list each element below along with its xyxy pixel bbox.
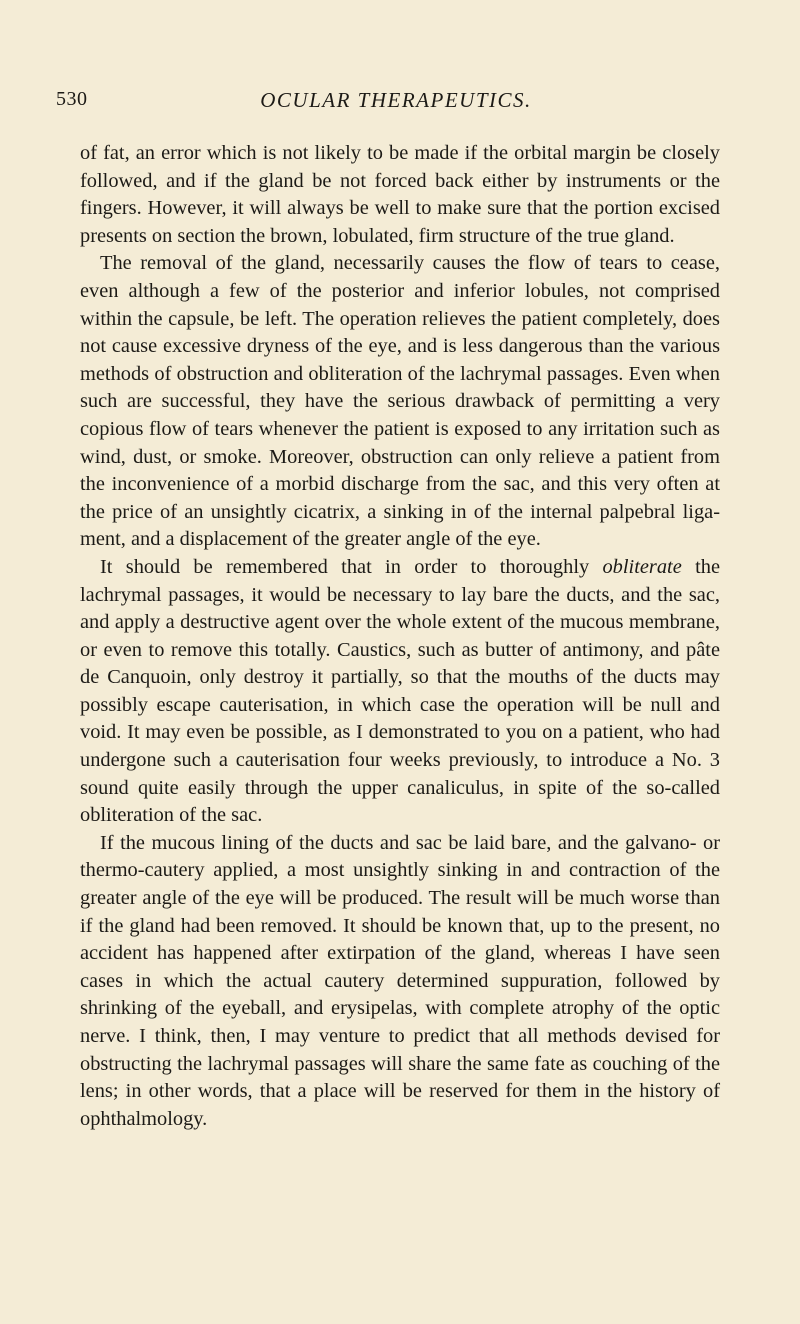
paragraph-2: The removal of the gland, necessarily causes the flow of tears to cease, even although a few of the posterior and inferior lobules, not comprised within the capsule, be left. The operation relieves the patient completely, does not cause excessive dryness of the eye, and is less dangerous than the various methods of obstruction and obliteration of the lachrymal passages. Even when such are successful, they have the serious drawback of permitting a very copious flow of tears whenever the patient is exposed to any irritation such as wind, dust, or smoke. Moreover, obstruction can only relieve a patient from the inconvenience of a morbid discharge from the sac, and this very often at the price of an unsightly cicatrix, a sinking in of the internal palpebral ligament, and a displacement of the greater angle of the eye. [80,252,720,551]
page-number: 530 [56,88,88,110]
paragraph-3 [80,554,720,830]
page-header [56,88,736,118]
paragraph-3-text-before: It should be remembered that in order to thoroughly [100,555,603,578]
paragraph-4: If the mucous lining of the ducts and sac be laid bare, and the galvano- or thermo-cautery applied, a most unsightly sinking in and contraction of the greater angle of the eye will be produced. The result will be much worse than if the gland had been removed. It should be known that, up to the present, no accident has happened after extirpation of the gland, whereas I have seen cases in which the actual cautery determined suppuration, followed by shrinking of the eyeball, and erysipelas, with complete atrophy of the optic nerve. I think, then, I may venture to predict that all methods devised for obstructing the lachrymal passages will share the same fate as couching of the lens; in other words, that a place will be reserved for them in the history of ophthalmology. [80,831,720,1130]
body-text [80,140,720,1133]
paragraph-1: of fat, an error which is not likely to be made if the orbital margin be closely followed, and if the gland be not forced back either by instruments or the fingers. However, it will always be well to make sure that the portion excised presents on section the brown, lobulated, firm structure of the true gland. [80,142,720,247]
emphasis-obliterate: obliterate [602,555,682,578]
paragraph-3-text-after: the lachrymal passages, it would be necessary to lay bare the ducts, and the sac, and apply a destructive agent over the whole extent of the mucous membrane, or even to remove this totally. Caustics, such as butter of antimony, and pâte de Canquoin, only destroy it partially, so that the mouths of the ducts may possibly escape cauterisation, in which case the operation will be null and void. It may even be possible, as I demonstrated to you on a patient, who had undergone such a cauterisation four weeks previously, to introduce a No. 3 sound quite easily through the upper canaliculus, in spite of the so-called obliteration of the sac. [80,555,720,827]
running-head: OCULAR THERAPEUTICS. [260,88,532,112]
